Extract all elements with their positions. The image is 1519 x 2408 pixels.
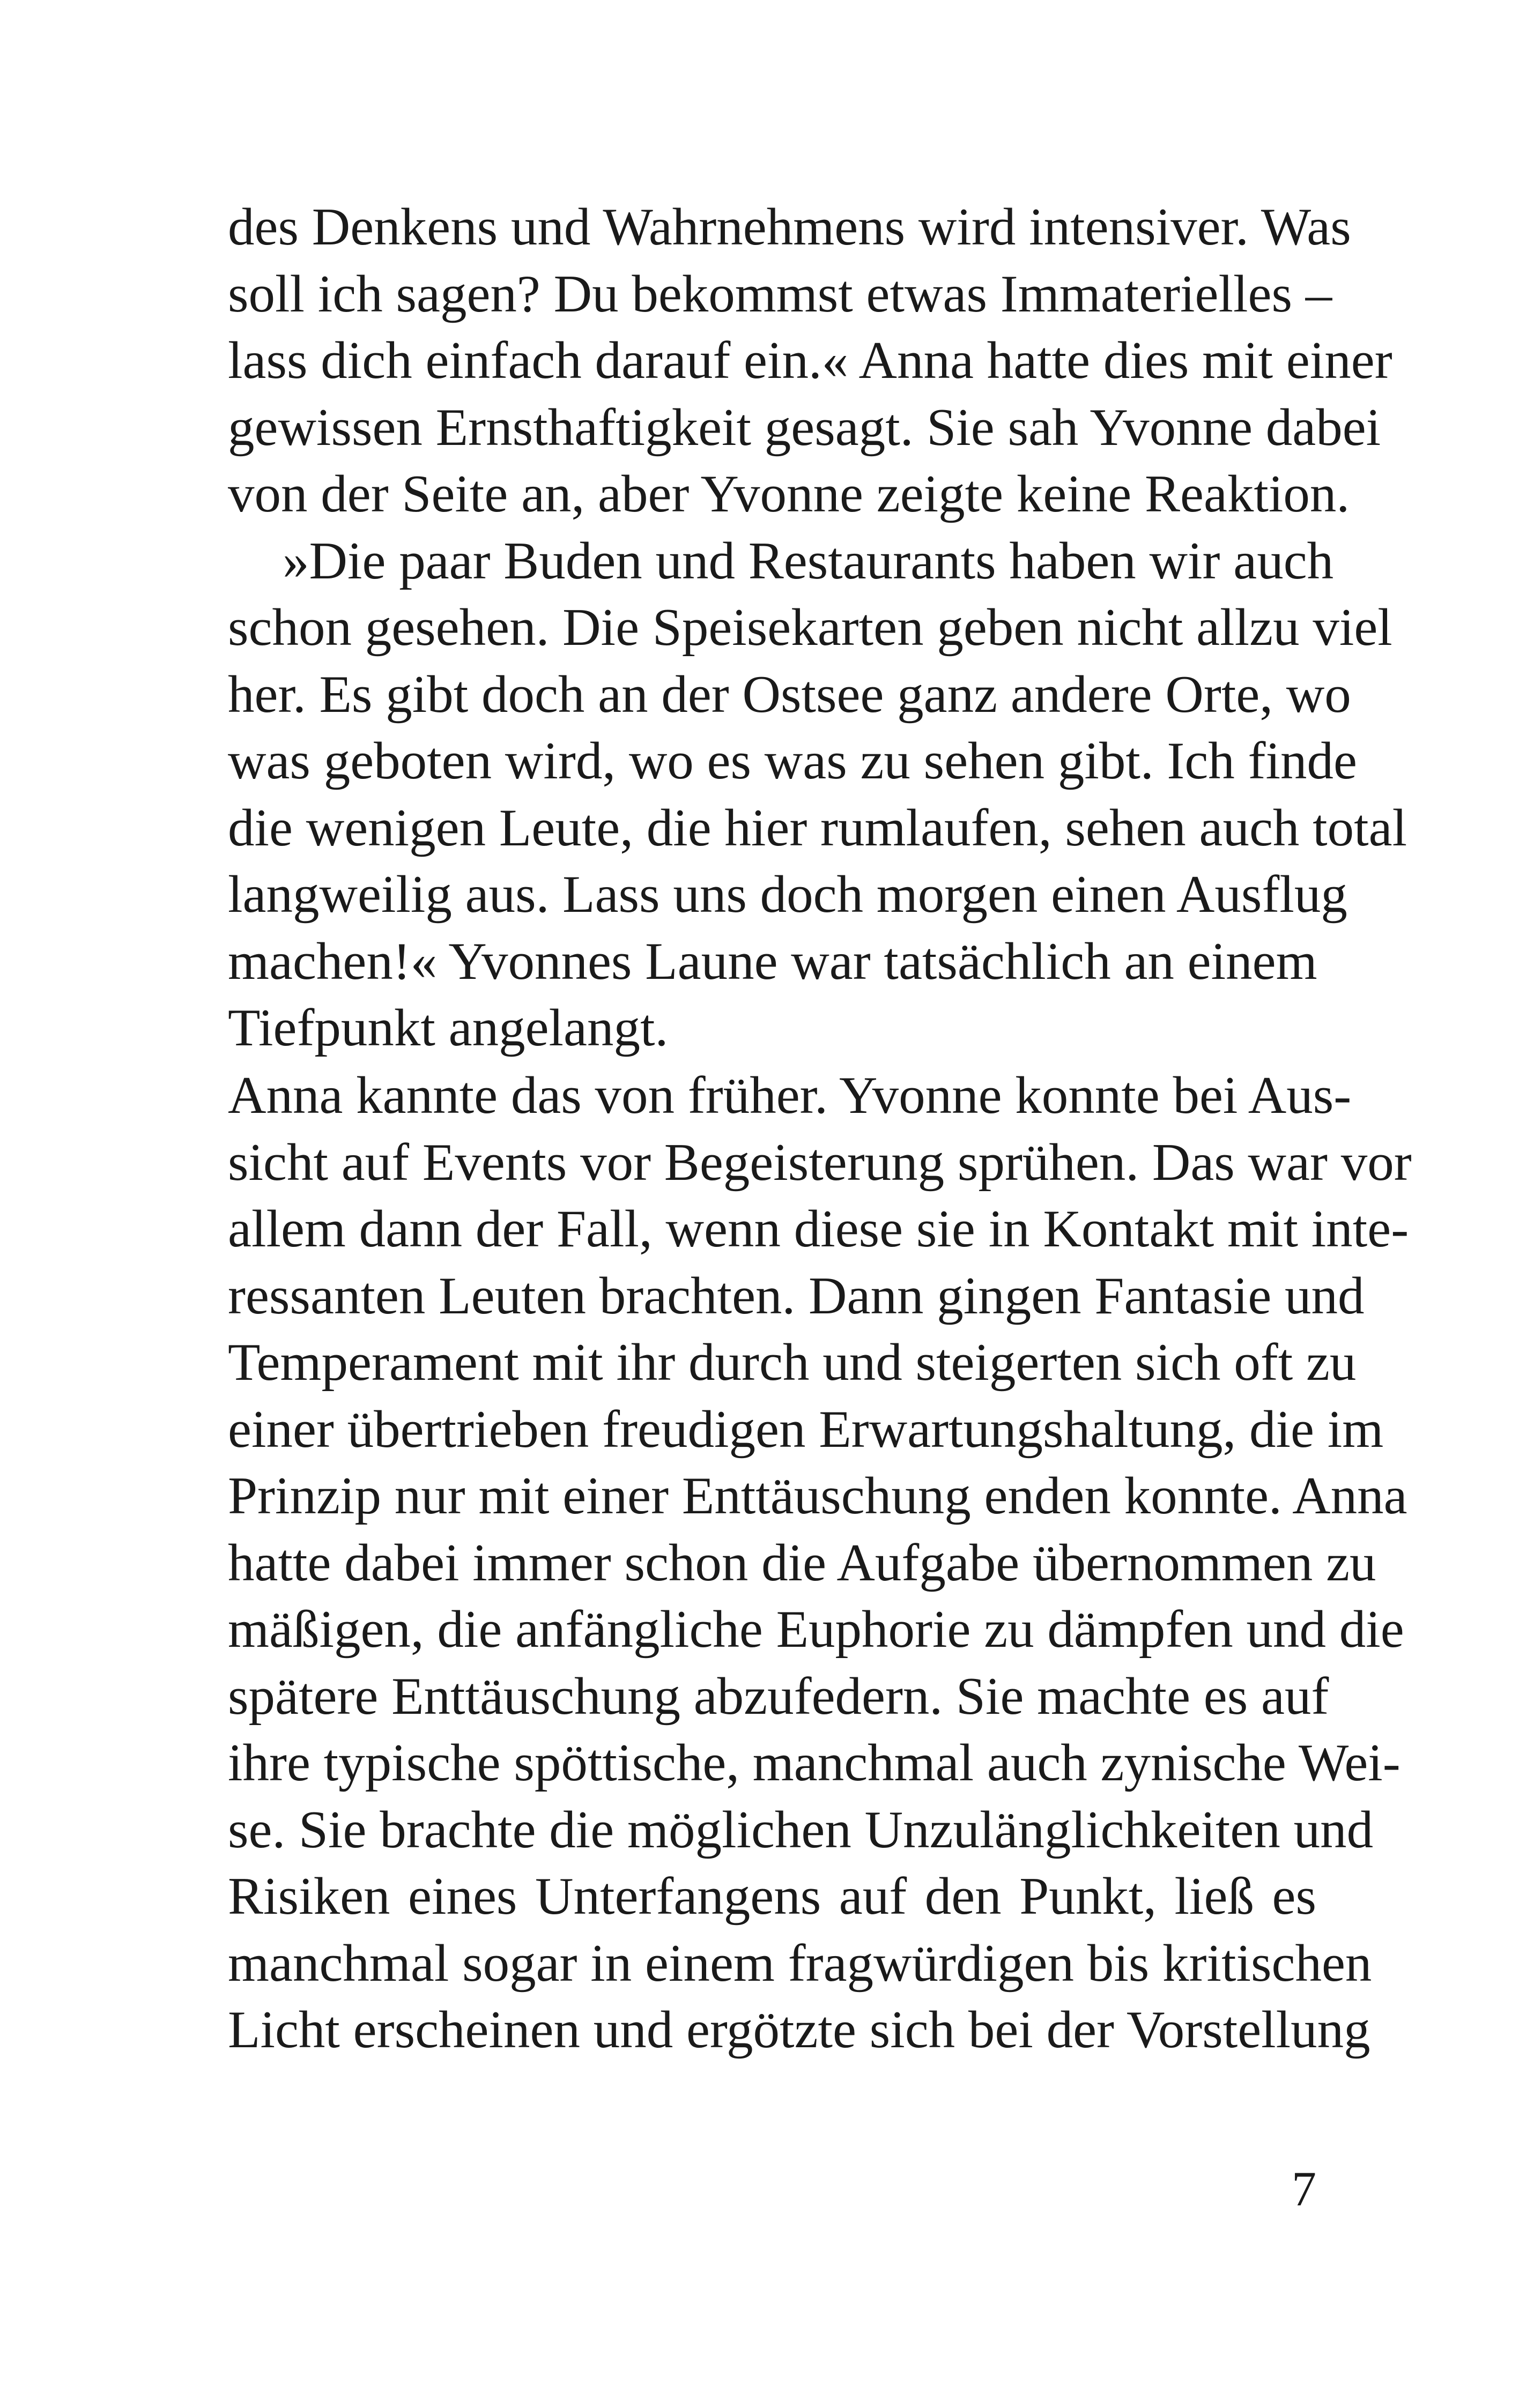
text-line: mäßigen, die anfängliche Euphorie zu dämpfen und die	[228, 1600, 1404, 1659]
text-block-paragraph	[228, 1062, 1412, 2064]
text-line: des Denkens und Wahrnehmens wird intensiver. Was	[228, 198, 1351, 256]
text-line: ihre typische spöttische, manchmal auch zynische Wei-	[228, 1734, 1401, 1792]
text-line: sicht auf Events vor Begeisterung sprühen. Das war vor	[228, 1133, 1412, 1192]
text-line: hatte dabei immer schon die Aufgabe übernommen zu	[228, 1533, 1376, 1592]
text-line: spätere Enttäuschung abzufedern. Sie machte es auf	[228, 1667, 1329, 1726]
text-line: Licht erscheinen und ergötzte sich bei der Vorstellung	[228, 2001, 1370, 2059]
text-line: »Die paar Buden und Restaurants haben wir auch	[283, 531, 1334, 590]
text-line: die wenigen Leute, die hier rumlaufen, sehen auch total	[228, 798, 1407, 857]
text-line: was geboten wird, wo es was zu sehen gibt. Ich finde	[228, 732, 1357, 790]
text-line: allem dann der Fall, wenn diese sie in Kontakt mit inte-	[228, 1200, 1409, 1258]
text-line: Risiken eines Unterfangens auf den Punkt, ließ es	[228, 1867, 1316, 1926]
text-line: langweilig aus. Lass uns doch morgen einen Ausflug	[228, 865, 1347, 924]
text-line: se. Sie brachte die möglichen Unzulänglichkeiten und	[228, 1800, 1374, 1859]
text-line: lass dich einfach darauf ein.« Anna hatte dies mit einer	[228, 331, 1392, 390]
text-line: soll ich sagen? Du bekommst etwas Immaterielles –	[228, 264, 1332, 323]
text-line: Prinzip nur mit einer Enttäuschung enden konnte. Anna	[228, 1467, 1407, 1525]
text-line: Anna kannte das von früher. Yvonne konnte bei Aus-	[228, 1066, 1352, 1125]
text-block-continuation	[228, 194, 1407, 1062]
text-line: Temperament mit ihr durch und steigerten sich oft zu	[228, 1333, 1357, 1392]
text-line: manchmal sogar in einem fragwürdigen bis kritischen	[228, 1934, 1372, 1993]
text-line: schon gesehen. Die Speisekarten geben nicht allzu viel	[228, 598, 1392, 657]
page-number: 7	[1292, 2161, 1316, 2216]
text-line: machen!« Yvonnes Laune war tatsächlich an einem	[228, 932, 1317, 991]
text-line: einer übertrieben freudigen Erwartungshaltung, die im	[228, 1400, 1384, 1459]
text-line: von der Seite an, aber Yvonne zeigte keine Reaktion.	[228, 465, 1350, 523]
text-line: gewissen Ernsthaftigkeit gesagt. Sie sah Yvonne dabei	[228, 398, 1381, 457]
text-line: Tiefpunkt angelangt.	[228, 999, 669, 1057]
text-line: ressanten Leuten brachten. Dann gingen Fantasie und	[228, 1266, 1365, 1325]
text-line: her. Es gibt doch an der Ostsee ganz andere Orte, wo	[228, 665, 1351, 724]
